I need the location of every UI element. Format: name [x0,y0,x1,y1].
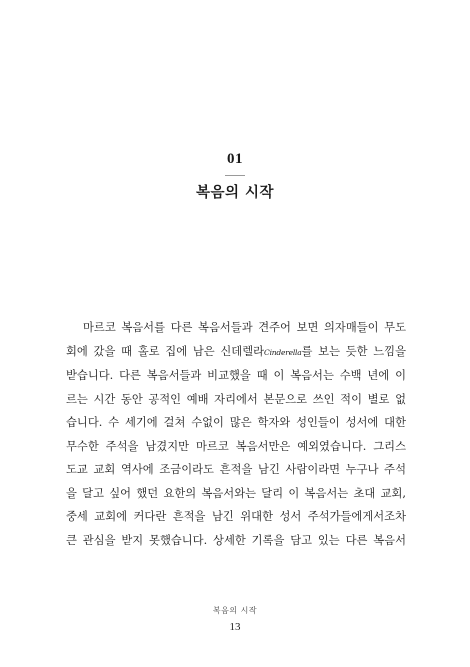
body-line-part: 를 보는 듯한 느낌을 [301,344,406,358]
chapter-title: 복음의 시작 [195,184,275,201]
body-paragraph [66,316,406,552]
body-line: 마르코 복음서를 다른 복음서들과 견주어 보면 의자매들이 무도 [83,321,406,334]
running-footer-title: 복음의 시작 [212,606,258,615]
gloss-annotation: Cinderella [264,347,302,357]
body-line: 습니다. 수 세기에 걸쳐 수없이 많은 학자와 성인들이 성서에 대한 [66,416,406,429]
body-line: 르는 시간 동안 공적인 예배 자리에서 본문으로 쓰인 적이 별로 없 [66,392,406,406]
body-line-part: 회에 갔을 때 홀로 집에 남은 신데렐라 [66,344,265,358]
body-line: 을 달고 싶어 했던 요한의 복음서와는 달리 이 복음서는 초대 교회, [66,486,406,500]
page-number: 13 [229,621,241,633]
body-line: 도교 교회 역사에 조금이라도 흔적을 남긴 사람이라면 누구나 주석 [66,463,406,476]
body-line [66,340,406,365]
chapter-number: 01 [227,151,243,167]
body-line: 중세 교회에 커다란 흔적을 남긴 위대한 성서 주석가들에게서조차 [66,510,406,523]
body-line: 받습니다. 다른 복음서들과 비교했을 때 이 복음서는 수백 년에 이 [66,369,406,382]
chapter-divider [225,175,245,176]
body-line: 큰 관심을 받지 못했습니다. 상세한 기록을 담고 있는 다른 복음서 [66,533,406,547]
body-line: 무수한 주석을 남겼지만 마르코 복음서만은 예외였습니다. 그리스 [66,439,406,453]
